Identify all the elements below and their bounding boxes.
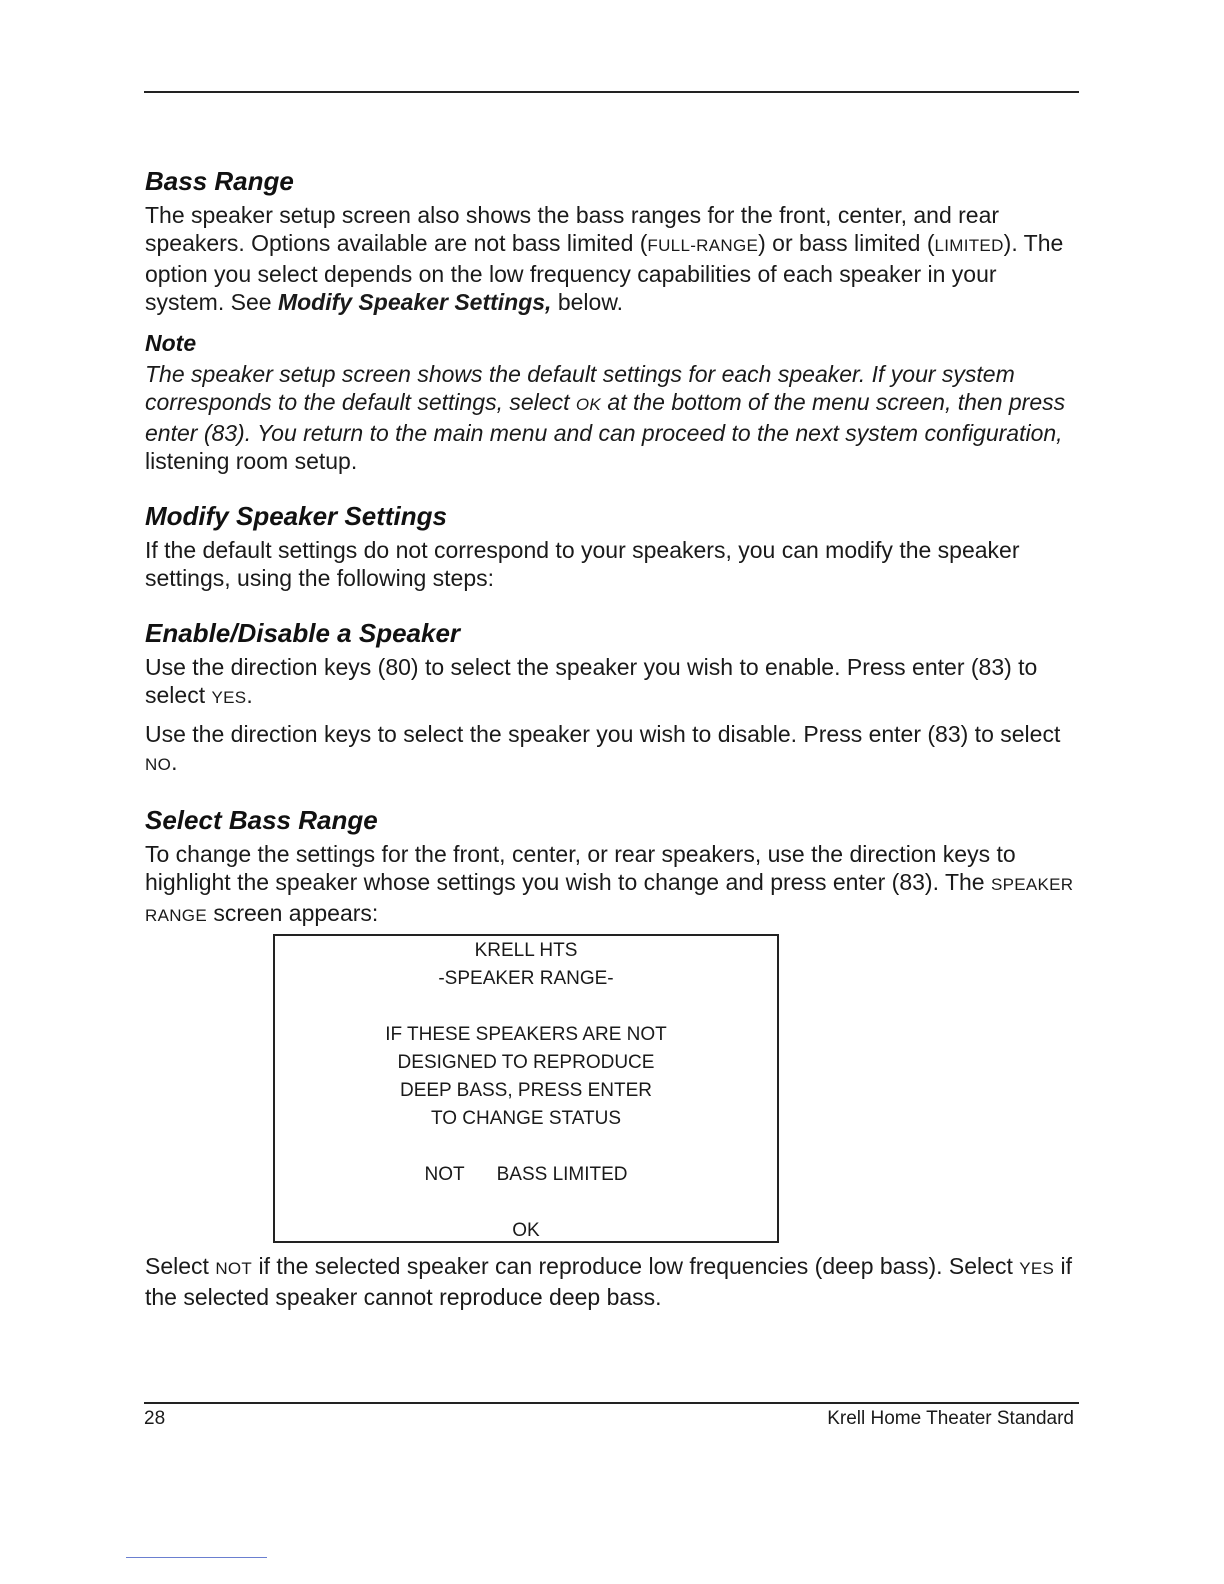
- enable-paragraph: [145, 653, 1080, 712]
- screen-spacer: [275, 993, 777, 1021]
- yes-term: YES: [211, 688, 247, 707]
- bass-range-text-4: below.: [551, 289, 624, 315]
- speaker-range-screen: [273, 934, 779, 1243]
- screen-message-line-1: IF THESE SPEAKERS ARE NOT: [385, 1024, 667, 1045]
- screen-ok-option: OK: [512, 1220, 540, 1241]
- after-text-2: if the selected speaker can reproduce low frequencies (deep bass). Select: [252, 1253, 1020, 1279]
- select-bass-text-2: screen appears:: [206, 900, 379, 926]
- heading-select-bass-range: Select Bass Range: [145, 805, 378, 835]
- after-text-1: Select: [145, 1253, 216, 1279]
- note-text-1: The speaker setup screen shows the default settings for each speaker. If your system corresponds to the default settings, select: [145, 361, 1015, 415]
- note-text-3: listening room setup.: [145, 448, 358, 474]
- heading-enable-disable: Enable/Disable a Speaker: [145, 618, 461, 648]
- screen-message-line-3: DEEP BASS, PRESS ENTER: [399, 1080, 652, 1101]
- heading-modify-speaker-settings: Modify Speaker Settings: [145, 501, 447, 531]
- page-content: [145, 165, 1080, 1311]
- limited-term: LIMITED: [934, 236, 1004, 255]
- modify-settings-reference: Modify Speaker Settings,: [277, 289, 552, 315]
- heading-bass-range: Bass Range: [145, 166, 294, 196]
- disable-paragraph: [145, 720, 1080, 779]
- page-number: 28: [144, 1408, 166, 1429]
- after-screen-paragraph: [145, 1252, 1080, 1311]
- note-paragraph: [145, 360, 1080, 475]
- screen-spacer: [275, 1189, 777, 1217]
- note-ok-term: OK: [575, 395, 602, 414]
- bass-range-text-2: ) or bass limited (: [758, 230, 935, 256]
- status-not-option: NOT: [424, 1164, 465, 1185]
- screen-message-line-4: TO CHANGE STATUS: [430, 1108, 622, 1129]
- enable-text-end: .: [246, 682, 253, 708]
- bass-range-paragraph: [145, 201, 1080, 316]
- not-term: NOT: [215, 1259, 253, 1278]
- screen-subtitle: -SPEAKER RANGE-: [438, 968, 614, 989]
- note-heading: Note: [145, 330, 197, 356]
- status-bass-limited-label: BASS LIMITED: [496, 1164, 628, 1185]
- footer-rule: [144, 1402, 1079, 1404]
- disable-text: Use the direction keys to select the speaker you wish to disable. Press enter (83) to select: [145, 721, 1061, 747]
- bass-range-text-3: ). The option you select depends on the low frequency capabilities of each speaker in your system. See: [145, 230, 1064, 315]
- select-bass-text-1: To change the settings for the front, center, or rear speakers, use the direction keys to highlight the speaker whose settings you wish to change and press enter (83). The: [145, 841, 1016, 895]
- screen-spacer: [275, 1133, 777, 1161]
- modify-paragraph: If the default settings do not correspond to your speakers, you can modify the speaker settings, using the following steps:: [145, 537, 1020, 591]
- scan-edge-mark: [126, 1557, 267, 1558]
- header-rule: [144, 91, 1079, 93]
- after-text-3: if the selected speaker cannot reproduce deep bass.: [145, 1253, 1073, 1310]
- speaker-range-term: SPEAKER RANGE: [145, 875, 1074, 925]
- full-range-term: FULL-RANGE: [647, 236, 759, 255]
- screen-message-line-2: DESIGNED TO REPRODUCE: [397, 1052, 655, 1073]
- note-text-2: at the bottom of the menu screen, then press enter (83). You return to the main menu and can proceed to the next system configuration,: [145, 389, 1066, 446]
- no-term: NO: [145, 755, 172, 774]
- disable-text-end: .: [171, 749, 178, 775]
- footer-title: Krell Home Theater Standard: [827, 1408, 1074, 1429]
- select-bass-paragraph: [145, 840, 1080, 930]
- enable-text: Use the direction keys (80) to select the speaker you wish to enable. Press enter (83) to select: [145, 654, 1038, 708]
- yes-term-2: YES: [1019, 1259, 1055, 1278]
- screen-status-row: [275, 1161, 777, 1189]
- screen-title: KRELL HTS: [474, 940, 578, 961]
- bass-range-text-1: The speaker setup screen also shows the bass ranges for the front, center, and rear speakers. Options available are not bass limited (: [145, 202, 1000, 256]
